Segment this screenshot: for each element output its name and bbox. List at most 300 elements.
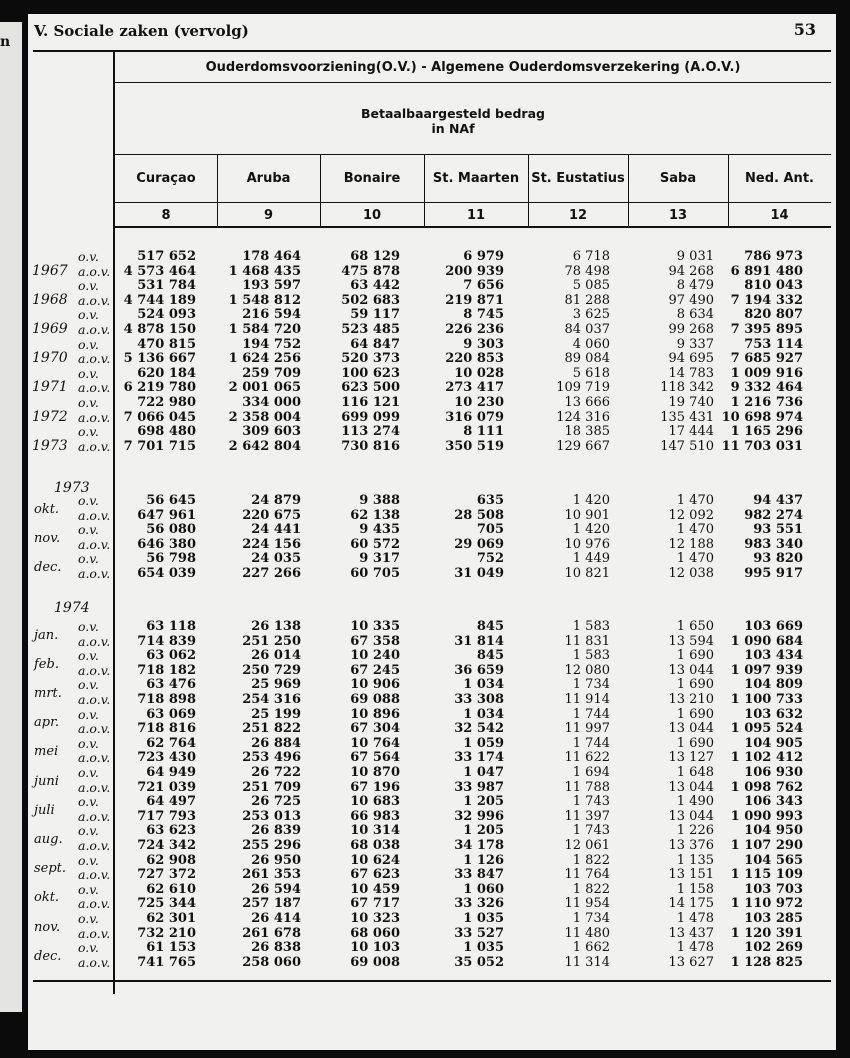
col-header-bonaire: Bonaire — [343, 171, 401, 186]
table-cell: 717 793 — [137, 808, 196, 824]
col-header-ned-ant: Ned. Ant. — [745, 171, 814, 186]
table-cell: 13 210 — [668, 692, 714, 707]
table-cell: 7 656 — [463, 278, 504, 294]
table-cell: 982 274 — [744, 507, 803, 523]
table-cell: 1 690 — [676, 648, 714, 664]
table-cell: 309 603 — [242, 424, 301, 440]
row-label: a.o.v. — [78, 566, 111, 581]
table-cell: 11 314 — [564, 954, 610, 970]
table-cell: 67 358 — [350, 633, 400, 649]
table-cell: 63 062 — [146, 648, 196, 664]
table-cell: 100 623 — [341, 365, 400, 381]
table-cell: 1 205 — [463, 794, 504, 810]
table-cell: 13 127 — [668, 750, 714, 766]
table-cell: 8 634 — [676, 307, 714, 323]
column-number-rule — [115, 226, 831, 228]
row-label: o.v. — [78, 881, 99, 897]
col-number-8: 8 — [161, 208, 171, 223]
table-cell: 25 969 — [251, 677, 301, 693]
table-cell: 10 230 — [454, 395, 504, 410]
month-label: sept. — [34, 861, 67, 877]
table-cell: 31 814 — [454, 633, 504, 649]
table-cell: 1 548 812 — [228, 292, 301, 308]
table-cell: 26 722 — [251, 765, 301, 780]
table-cell: 4 744 189 — [123, 292, 196, 308]
row-label: a.o.v. — [78, 633, 111, 649]
table-cell: 1 126 — [463, 852, 504, 868]
table-cell: 721 039 — [137, 779, 196, 795]
table-cell: 26 838 — [251, 940, 301, 956]
table-cell: 253 013 — [242, 808, 301, 824]
table-cell: 36 659 — [454, 662, 504, 678]
table-cell: 14 783 — [668, 365, 714, 381]
table-cell: 845 — [476, 619, 504, 634]
table-top-rule — [33, 50, 831, 52]
table-cell: 10 906 — [350, 677, 400, 693]
table-cell: 69 088 — [350, 692, 400, 707]
table-cell: 13 627 — [668, 954, 714, 970]
table-cell: 1 090 684 — [730, 633, 803, 649]
table-cell: 67 245 — [350, 662, 400, 678]
table-cell: 31 049 — [454, 566, 504, 581]
table-cell: 10 240 — [350, 648, 400, 664]
table-cell: 63 623 — [146, 823, 196, 839]
row-label: a.o.v. — [78, 838, 111, 853]
table-cell: 10 901 — [564, 507, 610, 523]
table-cell: 56 798 — [146, 551, 196, 567]
table-cell: 10 698 974 — [721, 409, 803, 425]
table-cell: 1 734 — [572, 911, 610, 926]
table-cell: 1 165 296 — [730, 424, 803, 440]
row-label: o.v. — [78, 648, 99, 664]
table-cell: 698 480 — [137, 424, 196, 440]
table-cell: 2 642 804 — [228, 438, 301, 454]
table-cell: 1 822 — [572, 852, 610, 868]
table-cell: 93 820 — [753, 551, 803, 567]
month-label: nov. — [34, 530, 61, 546]
table-cell: 1 624 256 — [228, 351, 301, 367]
table-cell: 13 044 — [668, 779, 714, 795]
table-cell: 1 090 993 — [730, 808, 803, 824]
table-cell: 10 764 — [350, 735, 400, 751]
table-cell: 1 047 — [463, 765, 504, 780]
table-cell: 259 709 — [242, 365, 301, 381]
table-cell: 7 194 332 — [730, 292, 803, 308]
table-cell: 1 470 — [676, 493, 714, 508]
col-header-aruba: Aruba — [246, 171, 291, 186]
table-cell: 5 085 — [572, 278, 610, 294]
table-cell: 6 979 — [463, 249, 504, 264]
table-cell: 13 376 — [668, 838, 714, 853]
table-cell: 103 632 — [744, 706, 803, 722]
col-number-10: 10 — [362, 208, 382, 223]
table-cell: 1 690 — [676, 735, 714, 751]
table-cell: 11 831 — [564, 633, 610, 649]
table-cell: 2 001 065 — [228, 380, 301, 396]
table-cell: 178 464 — [242, 249, 301, 264]
table-cell: 103 434 — [744, 648, 803, 664]
col-header-curacao: Curaçao — [136, 171, 196, 186]
table-cell: 10 028 — [454, 365, 504, 381]
table-cell: 255 296 — [242, 838, 301, 853]
month-label: dec. — [34, 948, 62, 964]
table-cell: 200 939 — [445, 263, 504, 279]
table-cell: 1 583 — [572, 648, 610, 664]
table-cell: 1 650 — [676, 619, 714, 634]
table-cell: 216 594 — [242, 307, 301, 323]
year-label: 1970 — [32, 350, 68, 367]
col-number-12: 12 — [568, 208, 588, 223]
table-cell: 4 878 150 — [123, 322, 196, 337]
table-cell: 8 111 — [463, 424, 504, 440]
row-label: a.o.v. — [78, 867, 111, 883]
table-cell: 1 035 — [463, 911, 504, 926]
table-cell: 1 490 — [676, 794, 714, 810]
table-cell: 7 685 927 — [730, 351, 803, 367]
table-cell: 67 564 — [350, 750, 400, 766]
table-cell: 194 752 — [242, 336, 301, 352]
table-cell: 12 038 — [668, 566, 714, 581]
col-number-9: 9 — [263, 208, 274, 223]
row-label: o.v. — [78, 336, 99, 352]
month-label: aug. — [34, 832, 63, 847]
table-cell: 13 044 — [668, 662, 714, 678]
row-label: a.o.v. — [78, 536, 111, 552]
table-cell: 699 099 — [341, 409, 400, 425]
table-cell: 1 743 — [572, 794, 610, 810]
table-cell: 523 485 — [341, 322, 400, 337]
month-label: dec. — [34, 560, 62, 575]
table-cell: 753 114 — [744, 336, 803, 352]
section-year-1973: 1973 — [54, 480, 90, 496]
table-cell: 1 744 — [572, 735, 610, 751]
table-cell: 273 417 — [445, 380, 504, 396]
table-cell: 24 879 — [251, 493, 301, 508]
table-cell: 104 905 — [744, 735, 803, 751]
month-label: apr. — [34, 715, 59, 731]
table-cell: 147 510 — [660, 438, 714, 454]
table-cell: 94 437 — [753, 493, 803, 508]
table-cell: 3 625 — [572, 307, 610, 323]
section-year-1974: 1974 — [54, 600, 90, 616]
table-cell: 26 884 — [251, 735, 301, 751]
table-cell: 316 079 — [445, 409, 504, 425]
col-number-14: 14 — [770, 208, 789, 223]
table-cell: 33 174 — [454, 750, 504, 766]
table-cell: 1 584 720 — [228, 322, 301, 337]
table-cell: 26 138 — [251, 619, 301, 634]
table-cell: 135 431 — [660, 409, 714, 425]
previous-page-fragment: n — [0, 34, 11, 50]
column-label-rule — [115, 202, 831, 203]
table-cell: 1 120 391 — [730, 925, 803, 941]
table-cell: 1 100 733 — [730, 692, 803, 707]
row-label: a.o.v. — [78, 351, 111, 367]
table-cell: 11 954 — [564, 896, 610, 912]
month-label: juni — [34, 773, 59, 789]
table-cell: 654 039 — [137, 566, 196, 581]
page-number: 53 — [793, 20, 816, 39]
table-cell: 56 080 — [146, 522, 196, 538]
table-cell: 1 690 — [676, 706, 714, 722]
table-cell: 1 060 — [463, 881, 504, 897]
table-cell: 1 098 762 — [730, 779, 803, 795]
table-cell: 11 703 031 — [721, 438, 803, 454]
row-label: o.v. — [78, 735, 99, 751]
row-label: a.o.v. — [78, 692, 111, 707]
table-cell: 220 853 — [445, 351, 504, 367]
table-cell: 12 188 — [668, 536, 714, 552]
table-cell: 635 — [476, 493, 504, 508]
table-cell: 81 288 — [564, 292, 610, 308]
table-cell: 224 156 — [242, 536, 301, 552]
table-cell: 17 444 — [668, 424, 714, 440]
table-cell: 94 695 — [668, 351, 714, 367]
col-header-saba: Saba — [659, 171, 697, 186]
year-label: 1973 — [32, 437, 68, 454]
table-cell: 350 519 — [445, 438, 504, 454]
table-cell: 124 316 — [556, 409, 610, 425]
row-label: o.v. — [78, 794, 99, 810]
row-label: o.v. — [78, 677, 99, 693]
table-cell: 78 498 — [564, 263, 610, 279]
row-label: a.o.v. — [78, 779, 111, 795]
row-label: o.v. — [78, 940, 99, 956]
table-cell: 517 652 — [137, 249, 196, 264]
table-cell: 705 — [476, 522, 504, 538]
year-label: 1969 — [32, 321, 68, 337]
year-label: 1967 — [32, 262, 68, 279]
table-cell: 1 158 — [676, 881, 714, 897]
table-cell: 8 745 — [463, 307, 504, 323]
subheader-line-2: in NAf — [431, 121, 475, 136]
table-cell: 5 136 667 — [123, 351, 196, 367]
row-label: a.o.v. — [78, 507, 111, 523]
table-cell: 13 594 — [668, 633, 714, 649]
table-cell: 67 196 — [350, 779, 400, 795]
row-label: a.o.v. — [78, 896, 111, 912]
table-cell: 1 734 — [572, 677, 610, 693]
table-cell: 129 667 — [556, 438, 610, 454]
table-cell: 104 950 — [744, 823, 803, 839]
table-cell: 5 618 — [572, 365, 610, 381]
table-cell: 11 788 — [564, 779, 610, 795]
subheader-rule — [115, 154, 831, 155]
table-cell: 10 624 — [350, 852, 400, 868]
table-cell: 254 316 — [242, 692, 301, 707]
table-cell: 12 092 — [668, 507, 714, 523]
table-cell: 741 765 — [137, 954, 196, 970]
table-cell: 725 344 — [137, 896, 196, 912]
group-header-rule — [115, 82, 831, 83]
table-cell: 1 097 939 — [730, 662, 803, 678]
col-number-13: 13 — [668, 208, 688, 223]
table-cell: 11 914 — [564, 692, 610, 707]
table-cell: 227 266 — [242, 566, 301, 581]
table-cell: 1 744 — [572, 706, 610, 722]
table-cell: 520 373 — [341, 351, 400, 367]
table-cell: 334 000 — [242, 395, 301, 410]
page-header-title: V. Sociale zaken (vervolg) — [34, 22, 249, 40]
table-cell: 33 987 — [454, 779, 504, 795]
table-cell: 1 662 — [572, 940, 610, 956]
table-cell: 1 205 — [463, 823, 504, 839]
table-cell: 718 816 — [137, 721, 196, 737]
table-cell: 4 060 — [572, 336, 610, 352]
table-cell: 6 219 780 — [123, 380, 196, 396]
table-cell: 9 031 — [676, 249, 714, 264]
table-cell: 727 372 — [137, 867, 196, 883]
table-cell: 10 314 — [350, 823, 400, 839]
year-label: 1972 — [32, 408, 68, 425]
table-cell: 9 337 — [676, 336, 714, 352]
table-cell: 33 326 — [454, 896, 504, 912]
month-label: mrt. — [34, 686, 62, 701]
table-cell: 28 508 — [454, 507, 504, 523]
table-cell: 34 178 — [454, 838, 504, 853]
table-cell: 718 182 — [137, 662, 196, 678]
table-cell: 10 335 — [350, 619, 400, 634]
row-label: a.o.v. — [78, 925, 111, 941]
row-label: o.v. — [78, 493, 99, 508]
row-label: a.o.v. — [78, 380, 111, 396]
row-label: o.v. — [78, 911, 99, 926]
row-label: a.o.v. — [78, 409, 111, 425]
table-cell: 723 430 — [137, 750, 196, 766]
table-cell: 103 703 — [744, 881, 803, 897]
row-label: o.v. — [78, 424, 99, 440]
subheader-line-1: Betaalbaargesteld bedrag — [361, 106, 545, 121]
table-cell: 1 009 916 — [730, 365, 803, 381]
table-cell: 8 479 — [676, 278, 714, 294]
table-cell: 983 340 — [744, 536, 803, 552]
row-label: a.o.v. — [78, 750, 111, 766]
month-label: mei — [34, 744, 59, 760]
table-cell: 845 — [476, 648, 504, 664]
table-cell: 9 435 — [359, 522, 400, 538]
table-cell: 9 388 — [359, 493, 400, 508]
table-cell: 724 342 — [137, 838, 196, 853]
row-label: a.o.v. — [78, 662, 111, 678]
table-cell: 7 066 045 — [123, 409, 196, 425]
col-header-st-eustatius: St. Eustatius — [531, 171, 625, 186]
table-cell: 220 675 — [242, 507, 301, 523]
table-cell: 1 468 435 — [228, 263, 301, 279]
table-cell: 24 441 — [251, 522, 301, 538]
row-label: a.o.v. — [78, 808, 111, 824]
table-cell: 1 034 — [463, 706, 504, 722]
table-cell: 1 115 109 — [730, 867, 803, 883]
table-cell: 9 317 — [359, 551, 400, 567]
table-cell: 253 496 — [242, 750, 301, 766]
table-cell: 9 332 464 — [730, 380, 803, 396]
table-cell: 68 060 — [350, 925, 400, 941]
table-cell: 752 — [476, 551, 504, 567]
row-label: a.o.v. — [78, 721, 111, 737]
row-label: o.v. — [78, 365, 99, 381]
table-cell: 257 187 — [242, 896, 301, 912]
table-cell: 1 035 — [463, 940, 504, 956]
table-cell: 26 839 — [251, 823, 301, 839]
table-cell: 24 035 — [251, 551, 301, 567]
col-header-st-maarten: St. Maarten — [432, 171, 520, 186]
table-cell: 66 983 — [350, 808, 400, 824]
table-cell: 251 250 — [242, 633, 301, 649]
table-cell: 714 839 — [137, 633, 196, 649]
table-cell: 63 442 — [350, 278, 400, 294]
table-cell: 732 210 — [137, 925, 196, 941]
row-label: o.v. — [78, 823, 99, 839]
table-cell: 63 069 — [146, 706, 196, 722]
document-page — [28, 14, 836, 1050]
table-cell: 1 583 — [572, 619, 610, 634]
table-cell: 64 949 — [146, 765, 196, 780]
table-cell: 26 950 — [251, 852, 301, 868]
table-cell: 13 044 — [668, 808, 714, 824]
table-cell: 62 610 — [146, 881, 196, 897]
table-cell: 475 878 — [341, 263, 400, 279]
table-cell: 219 871 — [445, 292, 504, 308]
row-label: a.o.v. — [78, 292, 111, 308]
table-cell: 19 740 — [668, 395, 714, 410]
table-cell: 250 729 — [242, 662, 301, 678]
table-cell: 6 718 — [572, 249, 610, 264]
table-cell: 531 784 — [137, 278, 196, 294]
table-cell: 32 542 — [454, 721, 504, 737]
month-label: feb. — [34, 656, 59, 672]
table-cell: 1 095 524 — [730, 721, 803, 737]
row-label: o.v. — [78, 852, 99, 868]
table-cell: 1 102 412 — [730, 750, 803, 766]
table-cell: 1 110 972 — [730, 896, 803, 912]
table-cell: 26 414 — [251, 911, 301, 926]
table-cell: 623 500 — [341, 380, 400, 396]
table-cell: 18 385 — [564, 424, 610, 440]
year-label: 1971 — [32, 379, 68, 396]
month-label: juli — [34, 802, 55, 818]
table-cell: 261 678 — [242, 925, 301, 941]
table-cell: 12 080 — [564, 662, 610, 678]
table-cell: 258 060 — [242, 954, 301, 970]
month-label: nov. — [34, 919, 61, 935]
table-cell: 1 226 — [676, 823, 714, 839]
table-cell: 104 809 — [744, 677, 803, 693]
table-cell: 1 034 — [463, 677, 504, 693]
table-cell: 1 135 — [676, 852, 714, 868]
table-cell: 251 709 — [242, 779, 301, 795]
table-cell: 12 061 — [564, 838, 610, 853]
table-cell: 62 138 — [350, 507, 400, 523]
table-cell: 718 898 — [137, 692, 196, 707]
table-cell: 261 353 — [242, 867, 301, 883]
table-cell: 524 093 — [137, 307, 196, 323]
row-label: a.o.v. — [78, 263, 111, 279]
table-cell: 33 308 — [454, 692, 504, 707]
table-cell: 93 551 — [753, 522, 803, 538]
table-cell: 109 719 — [556, 380, 610, 396]
table-cell: 84 037 — [564, 322, 610, 337]
table-cell: 64 847 — [350, 336, 400, 352]
row-label: o.v. — [78, 278, 99, 294]
table-cell: 1 128 825 — [730, 954, 803, 970]
table-cell: 1 420 — [572, 522, 610, 538]
table-bottom-rule — [33, 980, 831, 982]
table-cell: 67 623 — [350, 867, 400, 883]
table-cell: 89 084 — [564, 351, 610, 367]
table-cell: 1 478 — [676, 911, 714, 926]
row-label: o.v. — [78, 706, 99, 722]
year-label: 1968 — [32, 291, 68, 308]
